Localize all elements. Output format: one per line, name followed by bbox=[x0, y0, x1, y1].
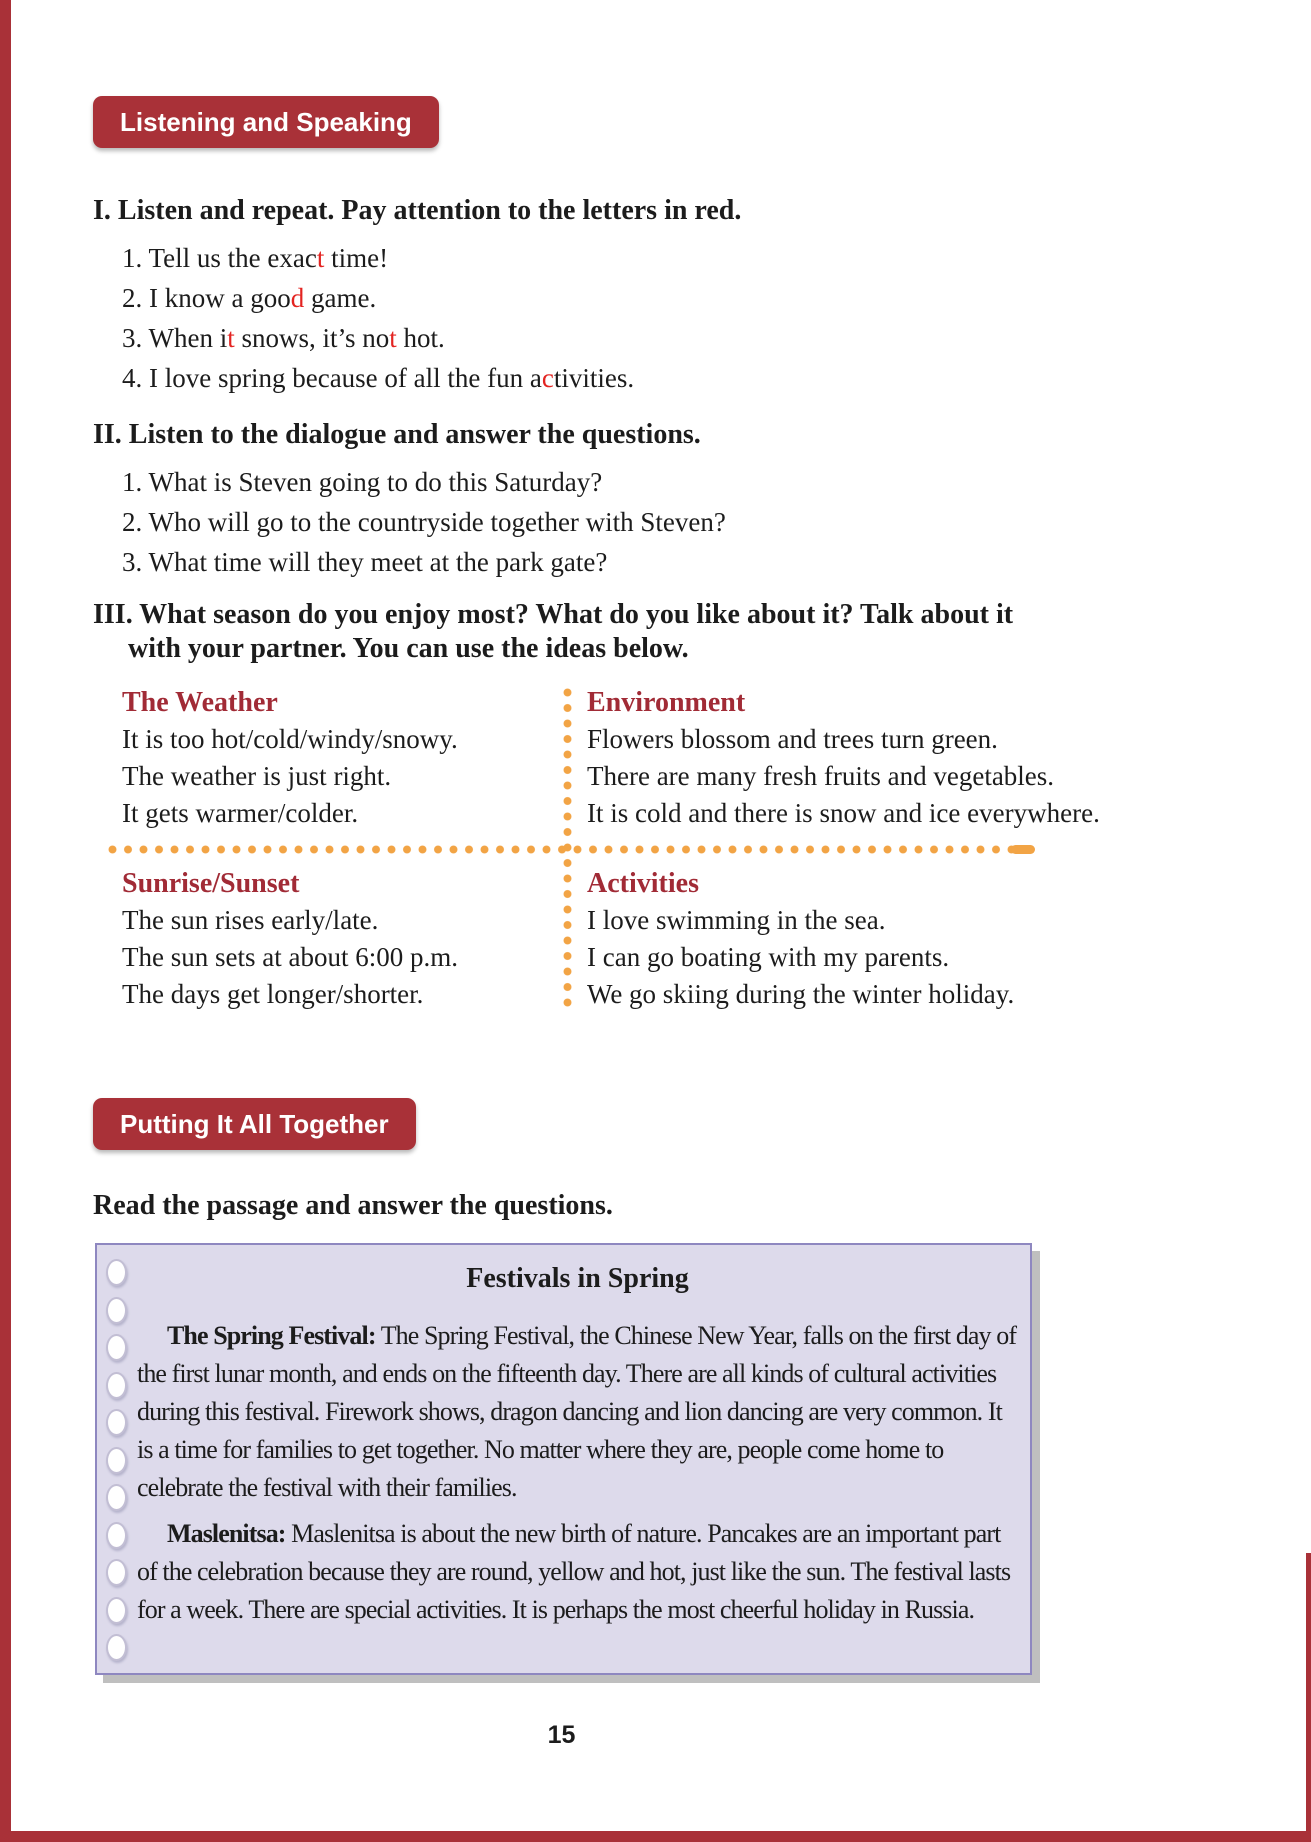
vertical-dotted-divider bbox=[563, 688, 572, 1011]
idea-title: Sunrise/Sunset bbox=[122, 868, 300, 899]
text-segment: tivities. bbox=[553, 363, 635, 393]
idea-title: Environment bbox=[587, 687, 746, 718]
section-3-heading bbox=[93, 598, 1085, 666]
punch-hole bbox=[106, 1447, 127, 1474]
red-letter: d bbox=[290, 283, 305, 313]
text-segment: 2. I know a goo bbox=[122, 283, 291, 313]
idea-cell-environment bbox=[563, 684, 1100, 832]
punch-hole bbox=[106, 1484, 127, 1511]
page-edge-bottom-strip bbox=[0, 1831, 1311, 1842]
punch-hole bbox=[106, 1597, 127, 1624]
idea-line: The sun sets at about 6:00 p.m. bbox=[122, 942, 458, 972]
text-segment: snows, it’s no bbox=[234, 323, 390, 353]
passage-paragraph bbox=[137, 1317, 1018, 1507]
idea-line: There are many fresh fruits and vegetables. bbox=[587, 761, 1055, 791]
idea-line: It is cold and there is snow and ice everywhere. bbox=[587, 798, 1100, 828]
passage-title: Festivals in Spring bbox=[466, 1263, 689, 1294]
idea-line: We go skiing during the winter holiday. bbox=[587, 979, 1015, 1009]
passage-paragraph-text: The Spring Festival, the Chinese New Year, falls on the first day of the first lunar month, and ends on the fifteenth day. There are all kinds of cultural activities during this festival. Firework shows, dragon dancing and lion dancing are very common. It is a time for families to get together. No matter where they are, people come home to celebrate the festival with their families. bbox=[137, 1321, 1017, 1502]
red-letter: t bbox=[316, 243, 325, 273]
idea-line: The weather is just right. bbox=[122, 761, 392, 791]
passage-paragraph-lead: The Spring Festival: bbox=[167, 1321, 376, 1350]
idea-line: It is too hot/cold/windy/snowy. bbox=[122, 724, 458, 754]
section-2-heading: II. Listen to the dialogue and answer the questions. bbox=[93, 419, 701, 450]
passage-paragraph-lead: Maslenitsa: bbox=[167, 1519, 286, 1548]
text-segment: 4. I love spring because of all the fun a bbox=[122, 363, 542, 393]
text-segment: game. bbox=[304, 283, 377, 313]
listening-speaking-badge bbox=[93, 96, 439, 148]
idea-title: Activities bbox=[587, 868, 699, 899]
pronunciation-item bbox=[93, 358, 1085, 398]
reading-instruction: Read the passage and answer the questions. bbox=[93, 1190, 613, 1221]
pronunciation-item bbox=[93, 238, 1085, 278]
dialogue-question: 2. Who will go to the countryside together with Steven? bbox=[122, 507, 726, 537]
punch-hole bbox=[106, 1334, 127, 1361]
page-edge-right-strip bbox=[1306, 1553, 1311, 1842]
red-letter: t bbox=[227, 323, 235, 353]
punch-hole bbox=[106, 1372, 127, 1399]
idea-line: I love swimming in the sea. bbox=[587, 905, 886, 935]
idea-cell-weather bbox=[93, 684, 563, 832]
putting-together-badge bbox=[93, 1098, 416, 1150]
section-3-heading-line2: with your partner. You can use the ideas below. bbox=[128, 633, 689, 664]
dialogue-question-list bbox=[93, 462, 1085, 582]
red-letter: c bbox=[541, 363, 554, 393]
idea-title: The Weather bbox=[122, 687, 278, 718]
punch-hole bbox=[106, 1634, 127, 1661]
idea-cell-sunrise-sunset bbox=[93, 865, 563, 1013]
section-3-heading-line1: III. What season do you enjoy most? What do you like about it? Talk about it bbox=[93, 599, 1014, 630]
dialogue-question: 3. What time will they meet at the park gate? bbox=[122, 547, 608, 577]
idea-cell-activities bbox=[563, 865, 1085, 1013]
ideas-panel bbox=[93, 684, 1100, 1013]
pronunciation-item bbox=[93, 278, 1085, 318]
passage-body bbox=[137, 1317, 1018, 1629]
passage-paragraph-text: Maslenitsa is about the new birth of nature. Pancakes are an important part of the celebration because they are round, yellow and hot, just like the sun. The festival lasts for a week. There are special activities. It is perhaps the most cheerful holiday in Russia. bbox=[137, 1519, 1011, 1624]
text-segment: 3. When i bbox=[122, 323, 228, 353]
dialogue-question: 1. What is Steven going to do this Saturday? bbox=[122, 467, 603, 497]
listening-speaking-badge-label: Listening and Speaking bbox=[120, 107, 412, 137]
idea-line: Flowers blossom and trees turn green. bbox=[587, 724, 998, 754]
idea-line: I can go boating with my parents. bbox=[587, 942, 950, 972]
pronunciation-item bbox=[93, 318, 1085, 358]
text-segment: hot. bbox=[396, 323, 445, 353]
text-segment: time! bbox=[324, 243, 389, 273]
red-letter: t bbox=[389, 323, 397, 353]
idea-line: The days get longer/shorter. bbox=[122, 979, 424, 1009]
passage-box bbox=[95, 1243, 1032, 1675]
text-segment: 1. Tell us the exac bbox=[122, 243, 317, 273]
page-number: 15 bbox=[547, 1721, 576, 1749]
punch-hole bbox=[106, 1297, 127, 1324]
punch-hole bbox=[106, 1259, 127, 1286]
punch-hole bbox=[106, 1409, 127, 1436]
putting-together-badge-label: Putting It All Together bbox=[120, 1109, 389, 1139]
pronunciation-list bbox=[93, 238, 1085, 398]
page-content bbox=[93, 0, 1100, 1750]
section-1-heading: I. Listen and repeat. Pay attention to the letters in red. bbox=[93, 195, 742, 226]
punch-hole bbox=[106, 1559, 127, 1586]
idea-line: The sun rises early/late. bbox=[122, 905, 379, 935]
punch-hole bbox=[106, 1522, 127, 1549]
idea-line: It gets warmer/colder. bbox=[122, 798, 359, 828]
page-edge-left-strip bbox=[0, 0, 11, 1842]
passage-paragraph bbox=[137, 1515, 1018, 1629]
